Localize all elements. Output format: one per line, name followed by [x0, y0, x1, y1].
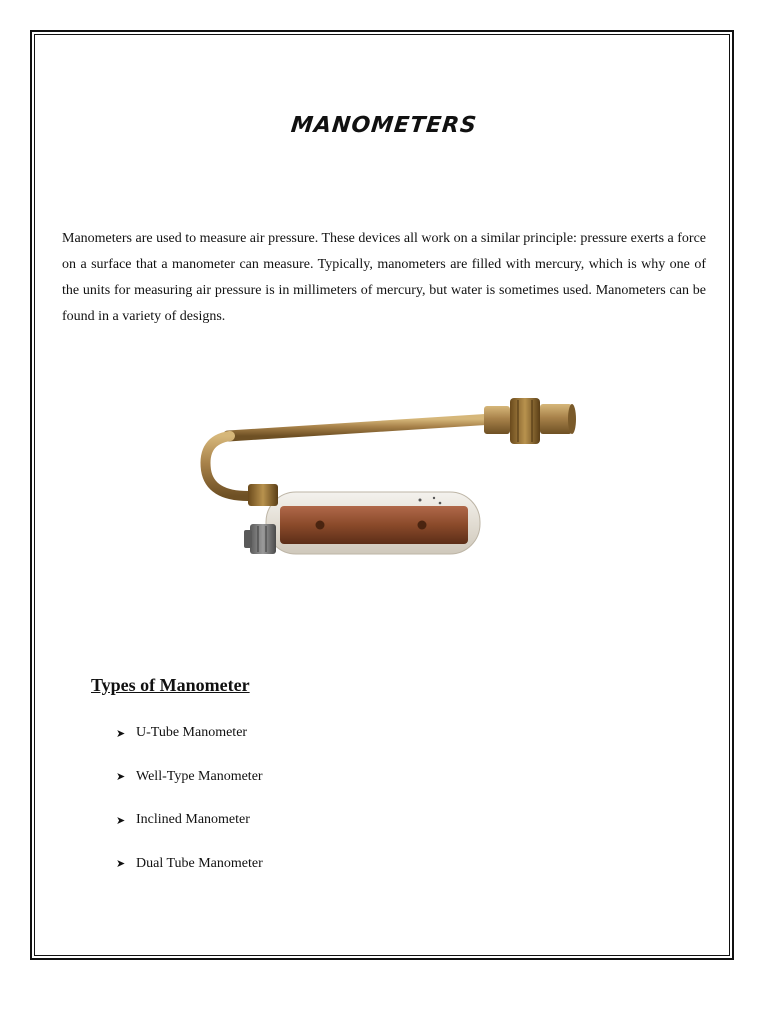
list-item: [116, 722, 263, 744]
arrow-bullet-icon: ➤: [116, 813, 126, 827]
list-item: [116, 766, 263, 788]
arrow-bullet-icon: ➤: [116, 857, 126, 870]
manometer-image: [188, 384, 580, 574]
list-item-label: Well-Type Manometer: [136, 768, 263, 784]
manometer-types-list: [116, 722, 263, 896]
list-item: [116, 853, 263, 875]
list-item-label: Dual Tube Manometer: [136, 855, 263, 871]
arrow-bullet-icon: ➤: [116, 726, 126, 740]
section-heading: Types of Manometer: [91, 675, 250, 695]
list-item-label: Inclined Manometer: [136, 812, 250, 827]
list-item: [116, 809, 263, 831]
brass-manometer-icon: [188, 384, 580, 574]
page-title: MANOMETERS: [289, 113, 479, 138]
list-item-label: U-Tube Manometer: [136, 725, 248, 740]
arrow-bullet-icon: ➤: [116, 770, 126, 783]
intro-paragraph: Manometers are used to measure air pressure. These devices all work on a similar principle: pressure exerts a force on a surface that a manometer can measure. Typically, manometers are filled with mercury, which is why one of the units for measuring air pressure is in millimeters of mercury, but water is sometimes used. Manometers can be found in a variety of designs.: [62, 231, 706, 324]
